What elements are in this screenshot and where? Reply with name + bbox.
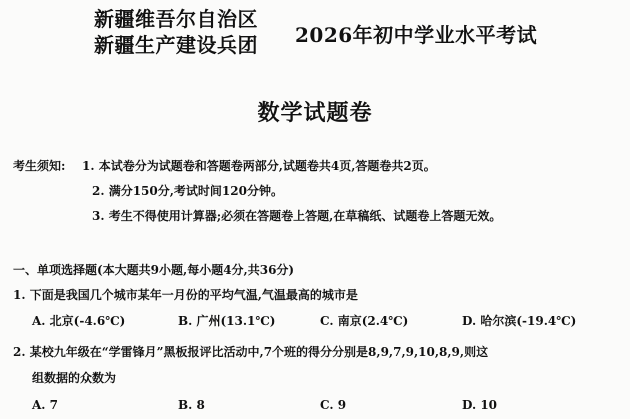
- question-2-option-c: C. 9: [320, 398, 347, 412]
- question-2-option-b: B. 8: [178, 398, 205, 412]
- question-1-option-a: A. 北京(-4.6℃): [32, 314, 126, 328]
- notice-item-2: 2. 满分150分,考试时间120分钟。: [92, 184, 283, 198]
- region-line-1: 新疆维吾尔自治区: [94, 7, 258, 31]
- question-2-stem: 2. 某校九年级在“学雷锋月”黑板报评比活动中,7个班的得分分别是8,9,7,9,10,8,9,则这: [13, 345, 489, 359]
- question-2-option-a: A. 7: [32, 398, 59, 412]
- question-1-option-d: D. 哈尔滨(-19.4℃): [462, 314, 577, 328]
- notice-item-3: 3. 考生不得使用计算器;必须在答题卷上答题,在草稿纸、试题卷上答题无效。: [92, 209, 502, 223]
- question-1-option-b: B. 广州(13.1℃): [178, 314, 276, 328]
- notice-label: 考生须知:: [13, 159, 66, 173]
- paper-title: 数学试题卷: [257, 100, 373, 126]
- exam-title: 2026年初中学业水平考试: [295, 23, 538, 47]
- notice-item-1: 1. 本试卷分为试题卷和答题卷两部分,试题卷共4页,答题卷共2页。: [82, 159, 436, 173]
- question-1-stem: 1. 下面是我国几个城市某年一月份的平均气温,气温最高的城市是: [13, 288, 358, 302]
- question-2-option-d: D. 10: [462, 398, 498, 412]
- question-2-stem-continued: 组数据的众数为: [32, 371, 117, 385]
- question-1-option-c: C. 南京(2.4℃): [320, 314, 409, 328]
- section-heading: 一、单项选择题(本大题共9小题,每小题4分,共36分): [13, 263, 295, 277]
- region-line-2: 新疆生产建设兵团: [94, 33, 258, 57]
